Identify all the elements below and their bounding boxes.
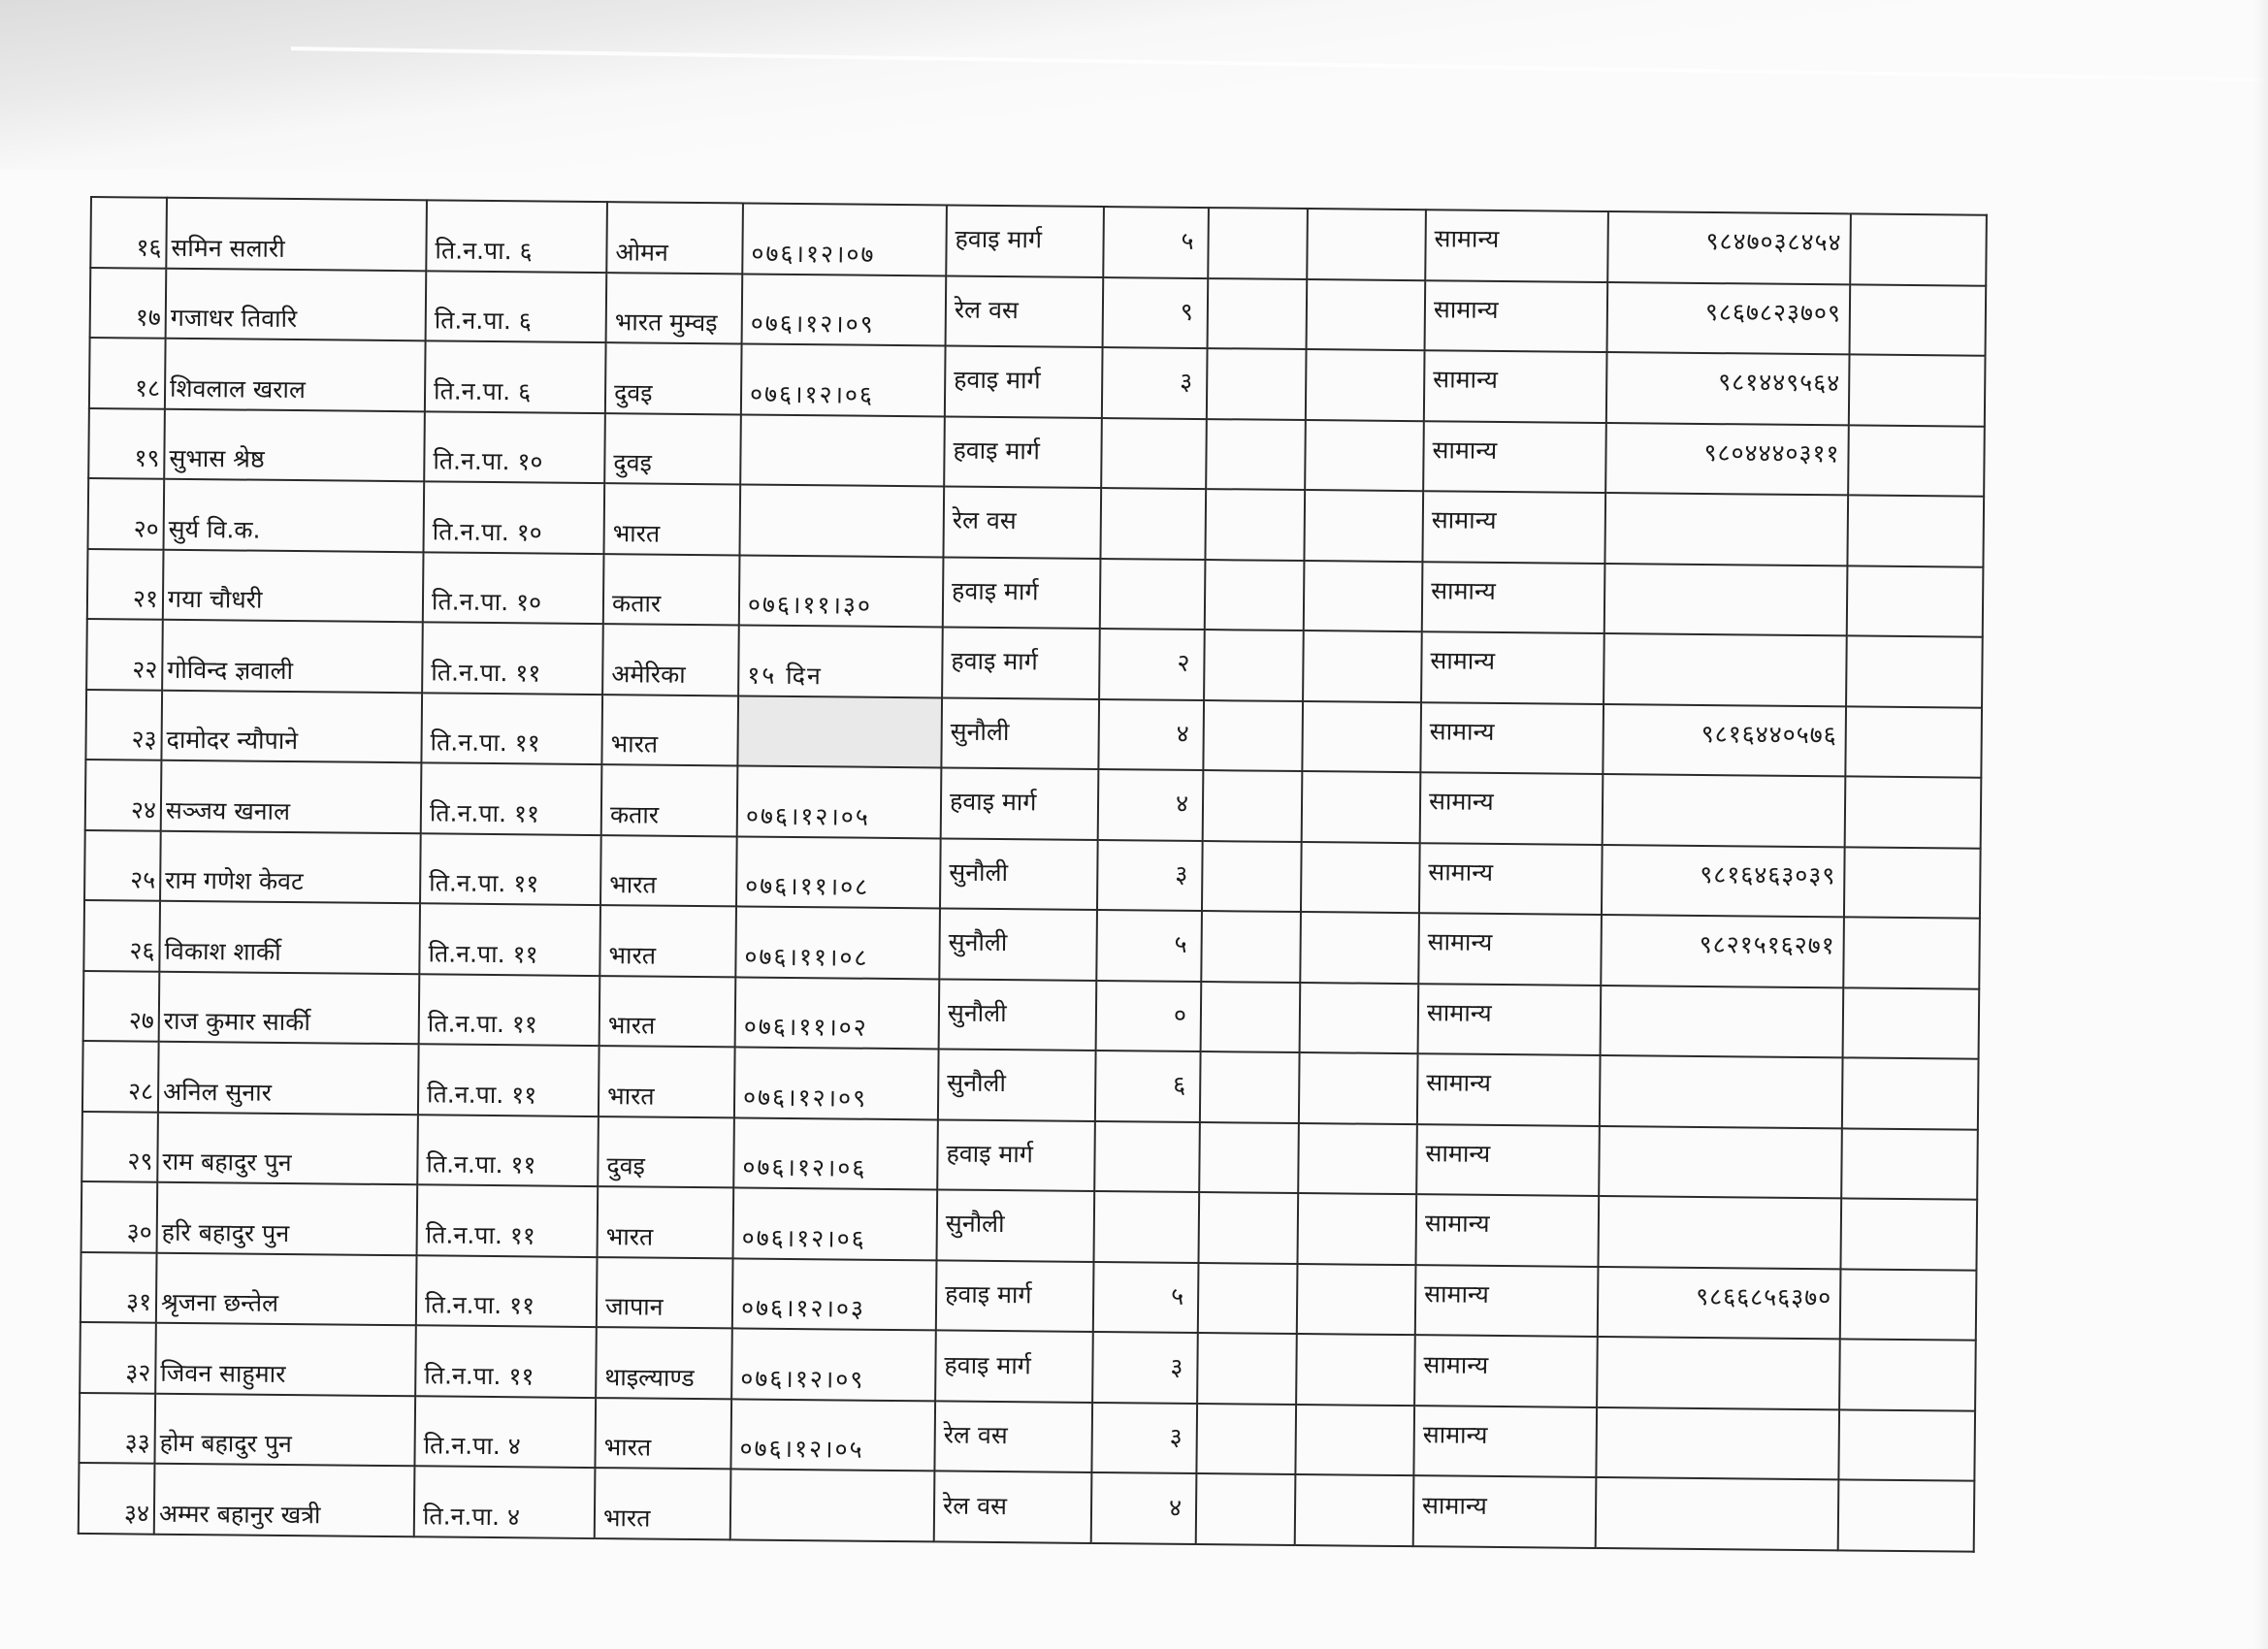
date-cell [730, 1470, 935, 1542]
name-cell: अम्मर बहानुर खत्री [154, 1464, 415, 1536]
count-cell: ३ [1091, 1403, 1197, 1474]
phone-cell: ९८१४४९५६४ [1606, 352, 1850, 425]
empty-cell-b [1297, 1193, 1416, 1265]
empty-cell-a [1203, 770, 1303, 841]
country-cell: भारत [598, 1186, 734, 1258]
route-cell: हवाइ मार्ग [943, 557, 1101, 629]
country-cell: भारत मुम्वइ [606, 273, 743, 344]
date-cell: ०७६।१२।०९ [742, 274, 947, 346]
serial-number-cell: ३० [81, 1181, 158, 1252]
country-cell: भारत [599, 976, 736, 1048]
remarks-cell [1843, 987, 1980, 1059]
remarks-cell [1847, 495, 1984, 566]
empty-cell-b [1297, 1264, 1416, 1336]
empty-cell-b [1304, 561, 1423, 632]
category-cell: सामान्य [1415, 1194, 1599, 1266]
empty-cell-a [1205, 560, 1305, 630]
date-cell: ०७६।१२।०६ [733, 1117, 938, 1190]
empty-cell-a [1202, 841, 1302, 912]
phone-cell: ९८४७०३८४५४ [1607, 211, 1851, 284]
count-cell: ४ [1098, 699, 1204, 771]
remarks-cell [1841, 1128, 1978, 1200]
empty-cell-b [1299, 1052, 1418, 1124]
phone-cell [1604, 564, 1848, 636]
count-cell [1101, 418, 1207, 490]
phone-cell [1597, 1337, 1840, 1409]
empty-cell-a [1201, 982, 1301, 1052]
address-cell: ति.न.पा. १० [424, 411, 605, 483]
table-body [79, 197, 1987, 1552]
empty-cell-a [1198, 1263, 1298, 1334]
address-cell: ति.न.पा. १० [423, 481, 604, 553]
address-cell: ति.न.पा. ११ [421, 762, 602, 834]
phone-cell: ९८०४४४०३११ [1605, 423, 1849, 496]
empty-cell-a [1203, 700, 1303, 771]
empty-cell-b [1305, 420, 1424, 492]
count-cell [1094, 1191, 1200, 1263]
count-cell: ५ [1103, 207, 1209, 278]
count-cell: ५ [1093, 1262, 1199, 1334]
empty-cell-a [1208, 208, 1308, 278]
remarks-cell [1845, 777, 1982, 849]
empty-cell-b [1295, 1474, 1414, 1546]
name-cell: होम बहादुर पुन [154, 1393, 415, 1466]
address-cell: ति.न.पा. ११ [417, 1115, 599, 1186]
phone-cell [1604, 633, 1847, 706]
category-cell: सामान्य [1418, 984, 1602, 1055]
phone-cell: ९८१६४४०५७६ [1603, 704, 1846, 777]
date-cell: ०७६।१२।०५ [737, 766, 942, 839]
country-cell: ओमन [606, 202, 743, 274]
country-cell: भारत [599, 1046, 735, 1117]
category-cell: सामान्य [1425, 280, 1608, 352]
count-cell [1094, 1121, 1200, 1193]
route-cell: हवाइ मार्ग [944, 416, 1102, 488]
name-cell: समिन सलारी [166, 198, 427, 271]
category-cell: सामान्य [1415, 1265, 1599, 1337]
scanner-shadow [0, 0, 2268, 170]
empty-cell-b [1303, 630, 1422, 702]
category-cell: सामान्य [1413, 1475, 1597, 1548]
category-cell: सामान्य [1413, 1406, 1597, 1477]
country-cell: भारत [601, 695, 738, 766]
name-cell: जिवन साहुमार [155, 1323, 416, 1396]
route-cell: रेल वस [934, 1471, 1092, 1543]
empty-cell-a [1206, 419, 1306, 490]
date-cell: ०७६।१२।०५ [730, 1399, 935, 1471]
empty-cell-b [1307, 279, 1426, 351]
empty-cell-b [1296, 1334, 1415, 1406]
count-cell: ५ [1096, 910, 1202, 982]
name-cell: गजाधर तिवारि [166, 268, 427, 340]
serial-number-cell: २५ [84, 830, 161, 901]
serial-number-cell: १७ [90, 268, 167, 339]
phone-cell [1601, 986, 1844, 1058]
remarks-cell [1849, 354, 1986, 426]
phone-cell [1596, 1477, 1839, 1550]
empty-cell-b [1298, 1123, 1417, 1195]
count-cell: ० [1096, 981, 1202, 1052]
count-cell: ४ [1098, 769, 1204, 841]
name-cell: राज कुमार सार्की [159, 971, 420, 1044]
serial-number-cell: ३३ [79, 1393, 155, 1464]
empty-cell-a [1207, 348, 1307, 419]
route-cell: सुनौली [941, 697, 1099, 769]
phone-cell [1599, 1126, 1842, 1199]
address-cell: ति.न.पा. ६ [426, 271, 607, 342]
count-cell: ९ [1103, 277, 1209, 349]
address-cell: ति.न.पा. ११ [421, 693, 602, 764]
category-cell: सामान्य [1418, 913, 1602, 985]
category-cell: सामान्य [1416, 1124, 1600, 1196]
serial-number-cell: २६ [83, 900, 160, 971]
remarks-cell [1846, 635, 1983, 707]
remarks-cell [1845, 706, 1982, 778]
address-cell: ति.न.पा. ११ [416, 1255, 598, 1327]
category-cell: सामान्य [1421, 631, 1604, 703]
category-cell: सामान्य [1423, 421, 1606, 493]
address-cell: ति.न.पा. ११ [420, 833, 601, 905]
route-cell: हवाइ मार्ग [946, 205, 1104, 276]
category-cell: सामान्य [1422, 491, 1605, 563]
name-cell: शिवलाल खराल [165, 339, 426, 411]
empty-cell-b [1302, 701, 1421, 773]
remarks-cell [1838, 1480, 1975, 1552]
remarks-cell [1850, 213, 1987, 285]
empty-cell-a [1199, 1122, 1299, 1193]
name-cell: विकाश शार्की [159, 901, 420, 974]
phone-cell [1600, 1055, 1843, 1128]
country-cell: भारत [600, 835, 737, 907]
country-cell: अमेरिका [602, 624, 739, 695]
name-cell: दामोदर न्यौपाने [161, 690, 422, 762]
date-cell: ०७६।११।०८ [735, 907, 940, 980]
remarks-cell [1839, 1340, 1976, 1411]
empty-cell-b [1300, 912, 1419, 984]
remarks-cell [1850, 284, 1987, 356]
empty-cell-a [1205, 489, 1305, 560]
address-cell: ति.न.पा. ४ [414, 1396, 596, 1468]
address-cell: ति.न.पा. ११ [418, 1044, 599, 1116]
serial-number-cell: २८ [82, 1041, 159, 1112]
empty-cell-a [1204, 630, 1304, 700]
address-cell: ति.न.पा. ४ [414, 1467, 596, 1539]
route-cell: सुनौली [940, 838, 1098, 910]
remarks-cell [1840, 1269, 1977, 1341]
address-cell: ति.न.पा. ११ [419, 974, 600, 1046]
name-cell: अनिल सुनार [158, 1042, 419, 1115]
phone-cell [1596, 1407, 1839, 1480]
empty-cell-b [1301, 842, 1420, 914]
date-cell: ०७६।१२।०९ [731, 1329, 936, 1402]
count-cell: ३ [1097, 840, 1203, 912]
phone-cell [1603, 774, 1846, 847]
category-cell: सामान्य [1420, 772, 1604, 844]
serial-number-cell: २० [88, 478, 165, 549]
country-cell: भारत [599, 905, 736, 977]
empty-cell-b [1304, 490, 1423, 562]
date-cell: ०७६।१२।०६ [741, 343, 946, 416]
name-cell: गोविन्द ज्ञवाली [162, 620, 423, 693]
category-cell: सामान्य [1422, 562, 1605, 633]
route-cell: हवाइ मार्ग [937, 1119, 1095, 1191]
category-cell: सामान्य [1425, 210, 1608, 281]
count-cell: ३ [1092, 1332, 1198, 1404]
phone-cell: ९८६६८५६३७० [1598, 1267, 1841, 1340]
route-cell: रेल वस [934, 1401, 1092, 1472]
name-cell: राम गणेश केवट [160, 830, 421, 903]
country-cell: भारत [595, 1468, 731, 1539]
route-cell: हवाइ मार्ग [942, 628, 1100, 699]
serial-number-cell: ३१ [81, 1252, 157, 1323]
empty-cell-b [1302, 771, 1421, 843]
empty-cell-b [1300, 983, 1419, 1054]
route-cell: रेल वस [943, 487, 1101, 559]
serial-number-cell: २४ [85, 760, 162, 830]
name-cell: राम बहादुर पुन [157, 1112, 418, 1184]
returnee-data-table [78, 196, 1988, 1553]
remarks-cell [1838, 1409, 1975, 1481]
date-cell: ०७६।१२।०९ [734, 1048, 939, 1120]
country-cell: जापान [597, 1257, 733, 1329]
remarks-cell [1847, 566, 1984, 637]
empty-cell-a [1196, 1473, 1296, 1545]
route-cell: रेल वस [946, 275, 1104, 347]
empty-cell-a [1201, 911, 1301, 982]
name-cell: सुभास श्रेष्ठ [164, 408, 425, 481]
address-cell: ति.न.पा. ६ [425, 340, 606, 412]
name-cell: सुर्य वि.क. [164, 479, 425, 552]
serial-number-cell: २७ [83, 971, 160, 1042]
route-cell: सुनौली [939, 909, 1097, 981]
phone-cell: ९८२१५१६२७१ [1601, 915, 1844, 987]
count-cell [1100, 559, 1206, 630]
empty-cell-b [1307, 209, 1426, 280]
count-cell: २ [1099, 629, 1205, 700]
date-cell [737, 695, 942, 768]
category-cell: सामान्य [1414, 1335, 1598, 1406]
serial-number-cell: ३४ [79, 1463, 155, 1534]
count-cell: ४ [1091, 1472, 1197, 1544]
empty-cell-b [1295, 1405, 1414, 1476]
country-cell: कतार [601, 764, 738, 836]
serial-number-cell: १६ [90, 197, 167, 268]
address-cell: ति.न.पा. ११ [415, 1326, 597, 1398]
address-cell: ति.न.पा. ६ [426, 200, 607, 272]
route-cell: हवाइ मार्ग [941, 768, 1099, 840]
serial-number-cell: १८ [89, 338, 166, 408]
country-cell: भारत [603, 483, 740, 555]
empty-cell-a [1198, 1192, 1298, 1263]
serial-number-cell: २३ [85, 690, 162, 760]
date-cell: ०७६।१२।०३ [732, 1258, 937, 1331]
route-cell: सुनौली [938, 1050, 1096, 1121]
country-cell: दुवइ [598, 1116, 734, 1188]
route-cell: सुनौली [939, 979, 1097, 1051]
date-cell: ०७६।१२।०७ [742, 203, 947, 275]
address-cell: ति.न.पा. १० [423, 552, 604, 624]
date-cell: ०७६।११।३० [739, 555, 944, 628]
date-cell [739, 485, 944, 558]
empty-cell-a [1197, 1333, 1297, 1404]
page-right-edge [2254, 0, 2268, 1649]
country-cell: कतार [603, 554, 740, 626]
country-cell: दुवइ [605, 342, 742, 414]
phone-cell [1604, 493, 1848, 566]
category-cell: सामान्य [1419, 843, 1603, 915]
remarks-cell [1844, 847, 1981, 919]
date-cell: १५ दिन [738, 626, 943, 698]
date-cell: ०७६।११।०२ [735, 977, 940, 1050]
country-cell: भारत [595, 1398, 731, 1470]
phone-cell [1598, 1196, 1841, 1269]
empty-cell-a [1196, 1404, 1296, 1474]
phone-cell: ९८६७८२३७०९ [1607, 282, 1851, 355]
country-cell: थाइल्याण्ड [596, 1327, 732, 1399]
name-cell: गया चौधरी [163, 549, 424, 622]
address-cell: ति.न.पा. ११ [419, 903, 600, 975]
serial-number-cell: ३२ [80, 1322, 156, 1393]
empty-cell-a [1200, 1051, 1300, 1122]
category-cell: सामान्य [1420, 702, 1604, 774]
category-cell: सामान्य [1424, 350, 1607, 422]
serial-number-cell: २२ [86, 619, 163, 690]
remarks-cell [1842, 1058, 1979, 1130]
address-cell: ति.न.पा. ११ [422, 622, 603, 694]
route-cell: हवाइ मार्ग [936, 1260, 1094, 1332]
country-cell: दुवइ [604, 413, 741, 485]
serial-number-cell: २१ [87, 549, 164, 620]
serial-number-cell: १९ [88, 408, 165, 479]
date-cell: ०७६।१२।०६ [733, 1188, 938, 1261]
route-cell: हवाइ मार्ग [945, 346, 1103, 418]
category-cell: सामान्य [1417, 1053, 1601, 1125]
count-cell: ६ [1095, 1051, 1201, 1122]
name-cell: सञ्जय खनाल [161, 760, 422, 833]
phone-cell: ९८१६४६३०३९ [1602, 845, 1845, 918]
route-cell: हवाइ मार्ग [935, 1331, 1093, 1403]
date-cell: ०७६।११।०८ [736, 836, 941, 909]
count-cell: ३ [1102, 347, 1208, 419]
address-cell: ति.न.पा. ११ [417, 1185, 599, 1257]
route-cell: सुनौली [937, 1190, 1095, 1262]
empty-cell-a [1208, 278, 1308, 349]
serial-number-cell: २९ [81, 1112, 158, 1182]
remarks-cell [1840, 1199, 1977, 1271]
name-cell: श्रृजना छन्तेल [156, 1252, 417, 1325]
remarks-cell [1848, 425, 1985, 497]
name-cell: हरि बहादुर पुन [157, 1182, 418, 1255]
count-cell [1100, 488, 1206, 560]
remarks-cell [1843, 918, 1980, 989]
date-cell [740, 414, 945, 487]
empty-cell-b [1306, 349, 1425, 421]
